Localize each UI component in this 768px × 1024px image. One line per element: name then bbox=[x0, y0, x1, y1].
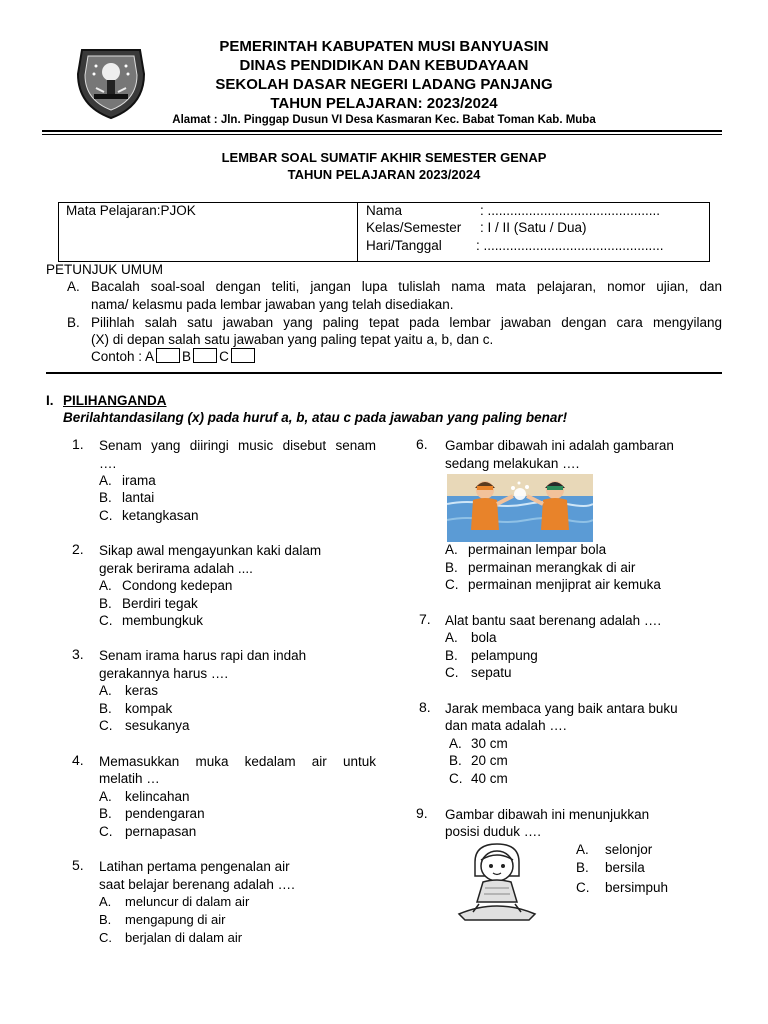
question-5-option-b[interactable]: B. mengapung di air bbox=[99, 912, 226, 927]
water-play-illustration bbox=[447, 474, 593, 542]
question-1-number: 1. bbox=[72, 436, 84, 452]
instructions-heading: PETUNJUK UMUM bbox=[46, 262, 163, 277]
question-1-text-2: …. bbox=[99, 456, 117, 471]
question-9-number: 9. bbox=[416, 805, 428, 821]
instruction-a-line-2: nama/ kelasmu pada lembar jawaban yang telah disediakan. bbox=[91, 297, 454, 312]
section-number: I. bbox=[46, 393, 54, 408]
question-6-option-c[interactable]: C. permainan menjiprat air kemuka bbox=[445, 577, 661, 592]
question-4-option-c[interactable]: C. pernapasan bbox=[99, 824, 197, 839]
question-5-option-c[interactable]: C. berjalan di dalam air bbox=[99, 930, 243, 945]
question-5-option-a[interactable]: A. meluncur di dalam air bbox=[99, 894, 250, 909]
class-value: : I / II (Satu / Dua) bbox=[480, 220, 587, 235]
sheet-subtitle: TAHUN PELAJARAN 2023/2024 bbox=[287, 167, 481, 182]
question-5-text-2: saat belajar berenang adalah …. bbox=[99, 877, 295, 892]
question-7-option-c[interactable]: C. sepatu bbox=[445, 665, 512, 680]
instruction-b-line-1: Pilihlah salah satu jawaban yang paling tepat pada lembar jawaban dengan cara mengyilang bbox=[91, 315, 722, 330]
header-rule bbox=[42, 130, 722, 132]
example-c: C bbox=[219, 349, 229, 364]
header-line-3: SEKOLAH DASAR NEGERI LADANG PANJANG bbox=[215, 76, 553, 93]
question-9-option-b[interactable]: B. bersila bbox=[576, 860, 645, 875]
example-b: B bbox=[182, 349, 192, 364]
instruction-b-line-2: (X) di depan salah satu jawaban yang paling tepat yaitu a, b, dan c. bbox=[91, 332, 494, 347]
question-6-number: 6. bbox=[416, 436, 428, 452]
question-1-text: Senam yang diiringi music disebut senam bbox=[99, 438, 376, 453]
header-line-2: DINAS PENDIDIKAN DAN KEBUDAYAAN bbox=[239, 57, 529, 74]
question-4-text: Memasukkan muka kedalam air untuk bbox=[99, 754, 376, 769]
header-rule-thin bbox=[42, 134, 722, 135]
question-3-number: 3. bbox=[72, 646, 84, 662]
instruction-a-line-1: Bacalah soal-soal dengan teliti, jangan lupa tulislah nama mata pelajaran, nomor ujian, dan bbox=[91, 279, 722, 294]
header-address: Alamat : Jln. Pinggap Dusun VI Desa Kasmaran Kec. Babat Toman Kab. Muba bbox=[172, 114, 596, 126]
name-field[interactable]: : .............................................. bbox=[480, 203, 661, 218]
question-2-option-c[interactable]: C. membungkuk bbox=[99, 613, 204, 628]
question-9-option-c[interactable]: C. bersimpuh bbox=[576, 880, 669, 895]
example-box-a bbox=[156, 348, 180, 363]
question-6-option-a[interactable]: A. permainan lempar bola bbox=[445, 542, 607, 557]
question-5-text: Latihan pertama pengenalan air bbox=[99, 859, 290, 874]
question-6-text-2: sedang melakukan …. bbox=[445, 456, 580, 471]
table-divider bbox=[357, 202, 358, 262]
header-line-1: PEMERINTAH KABUPATEN MUSI BANYUASIN bbox=[219, 38, 549, 55]
question-1-option-a[interactable]: A. irama bbox=[99, 473, 156, 488]
section-title: PILIHANGANDA bbox=[63, 393, 167, 408]
question-1-option-b[interactable]: B. lantai bbox=[99, 490, 155, 505]
subject-label: Mata Pelajaran:PJOK bbox=[66, 203, 196, 218]
instruction-b-letter: B. bbox=[67, 315, 80, 330]
date-label: Hari/Tanggal bbox=[366, 238, 442, 253]
question-2-option-a[interactable]: A. Condong kedepan bbox=[99, 578, 233, 593]
section-rule bbox=[46, 372, 722, 374]
question-7-number: 7. bbox=[419, 611, 431, 627]
question-1-option-c[interactable]: C. ketangkasan bbox=[99, 508, 199, 523]
question-8-option-c[interactable]: C. 40 cm bbox=[449, 771, 508, 786]
question-7-text: Alat bantu saat berenang adalah …. bbox=[445, 613, 662, 628]
question-3-option-c[interactable]: C. sesukanya bbox=[99, 718, 190, 733]
question-2-text: Sikap awal mengayunkan kaki dalam bbox=[99, 543, 322, 558]
question-8-option-a[interactable]: A. 30 cm bbox=[449, 736, 508, 751]
class-label: Kelas/Semester bbox=[366, 220, 462, 235]
example-box-c bbox=[231, 348, 255, 363]
instruction-a-letter: A. bbox=[67, 279, 80, 294]
sheet-title: LEMBAR SOAL SUMATIF AKHIR SEMESTER GENAP bbox=[221, 150, 547, 165]
question-4-option-b[interactable]: B. pendengaran bbox=[99, 806, 205, 821]
question-9-text: Gambar dibawah ini menunjukkan bbox=[445, 807, 650, 822]
question-8-text-2: dan mata adalah …. bbox=[445, 718, 567, 733]
question-9-option-a[interactable]: A. selonjor bbox=[576, 842, 653, 857]
question-3-text: Senam irama harus rapi dan indah bbox=[99, 648, 307, 663]
question-8-option-b[interactable]: B. 20 cm bbox=[449, 753, 508, 768]
header-line-4: TAHUN PELAJARAN: 2023/2024 bbox=[270, 95, 498, 112]
question-4-text-2: melatih … bbox=[99, 771, 160, 786]
section-subtitle: Berilahtandasilang (x) pada huruf a, b, atau c pada jawaban yang paling benar! bbox=[63, 410, 568, 425]
question-4-number: 4. bbox=[72, 752, 84, 768]
question-7-option-b[interactable]: B. pelampung bbox=[445, 648, 538, 663]
question-3-option-b[interactable]: B. kompak bbox=[99, 701, 173, 716]
question-8-text: Jarak membaca yang baik antara buku bbox=[445, 701, 678, 716]
sitting-child-illustration bbox=[455, 842, 539, 922]
name-label: Nama bbox=[366, 203, 403, 218]
example-label: Contoh : A bbox=[91, 349, 155, 364]
question-9-text-2: posisi duduk …. bbox=[445, 824, 542, 839]
question-2-number: 2. bbox=[72, 541, 84, 557]
question-3-text-2: gerakannya harus …. bbox=[99, 666, 229, 681]
question-2-text-2: gerak berirama adalah .... bbox=[99, 561, 253, 576]
question-3-option-a[interactable]: A. keras bbox=[99, 683, 159, 698]
question-4-option-a[interactable]: A. kelincahan bbox=[99, 789, 190, 804]
question-7-option-a[interactable]: A. bola bbox=[445, 630, 497, 645]
question-2-option-b[interactable]: B. Berdiri tegak bbox=[99, 596, 198, 611]
question-5-number: 5. bbox=[72, 857, 84, 873]
example-row bbox=[91, 348, 257, 366]
question-6-text: Gambar dibawah ini adalah gambaran bbox=[445, 438, 674, 453]
example-box-b bbox=[193, 348, 217, 363]
question-6-option-b[interactable]: B. permainan merangkak di air bbox=[445, 560, 636, 575]
question-8-number: 8. bbox=[419, 699, 431, 715]
date-field[interactable]: : ................................................ bbox=[476, 238, 664, 253]
